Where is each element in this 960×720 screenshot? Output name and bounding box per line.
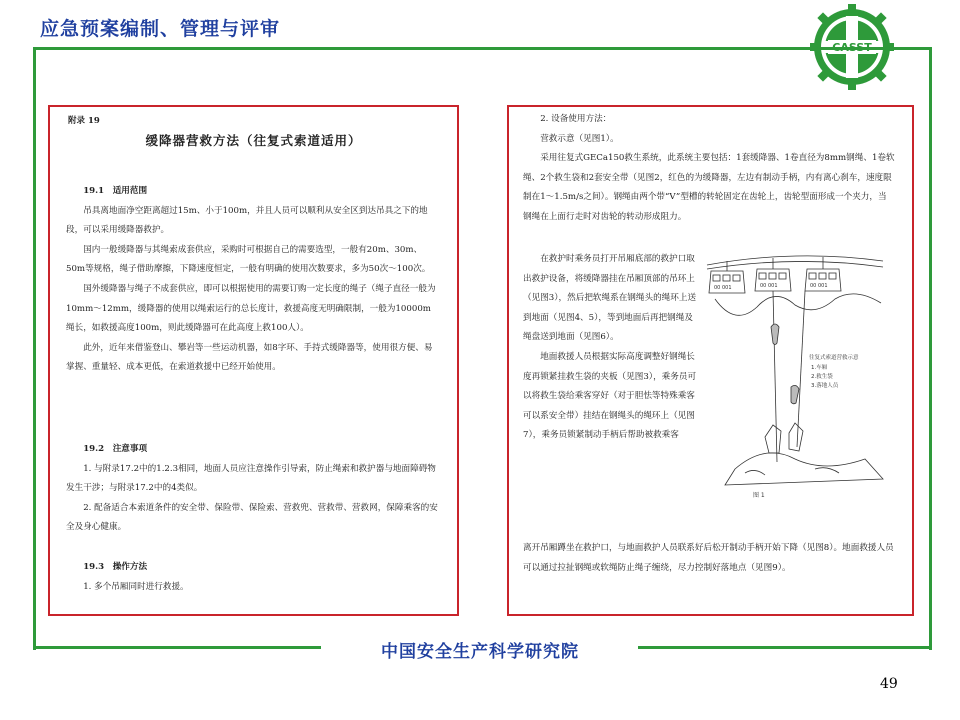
section-operation [66, 558, 438, 597]
paragraph: 1. 与附录17.2中的1.2.3相同，地面人员应注意操作引导索，防止绳索和救护器与地面障碍物发生干涉；与附录17.2中的4类似。 [66, 463, 436, 494]
page-title: 应急预案编制、管理与评审 [40, 18, 281, 40]
page-number: 49 [880, 676, 898, 692]
right-top-text [523, 110, 895, 228]
paragraph: 2. 设备使用方法： [540, 114, 612, 124]
figure-legend-item: 3.落地人员 [811, 383, 839, 389]
paragraph: 1. 多个吊厢同时进行救援。 [83, 581, 189, 592]
section-heading: 19.2 注意事项 [83, 444, 148, 454]
cabin-label: 00 001 [760, 283, 778, 289]
logo-text: CASST [832, 41, 872, 54]
appendix-label: 附录 19 [68, 116, 100, 126]
paragraph: 国外缓降器与绳子不成套供应，即可以根据使用的需要订购一定长度的绳子（绳子直径一般为10mm～12mm，缓降器的使用以绳索运行的总长度计，救援高度无明确限制，一般为10000m绳长，如救援高度100m，则此缓降器可在此高度上救100人）。 [66, 283, 436, 334]
left-document-page [48, 105, 459, 616]
paragraph: 国内一般缓降器与其绳索成套供应，采购时可根据自己的需要选型，一般有20m、30m、50m等规格，绳子借助摩擦，下降速度恒定，一般有明确的使用次数要求，多为50次～100次。 [66, 244, 431, 275]
section-heading: 19.1 适用范围 [83, 186, 148, 196]
paragraph: 吊具离地面净空距离超过15m、小于100m，并且人员可以顺利从安全区到达吊具之下的地段，可以采用缓降器救护。 [66, 205, 428, 236]
figure-legend-item: 1.车厢 [811, 365, 828, 371]
section-notes [66, 440, 438, 538]
ropeway-rescue-figure [705, 247, 885, 507]
paragraph: 此外，近年来借鉴登山、攀岩等一些运动机器，如8字环、手持式缓降器等，使用很方便、易掌握、重量轻、成本更低，在索道救援中已经开始使用。 [66, 342, 433, 373]
right-document-page [507, 105, 914, 616]
frame-bottom-right [638, 646, 929, 649]
frame-bottom-left [33, 646, 321, 649]
cabin-label: 00 001 [810, 283, 828, 289]
figure-legend-item: 2.救生袋 [811, 374, 833, 380]
footer-institute: 中国安全生产科学研究院 [381, 642, 579, 662]
right-bottom-text [523, 539, 895, 578]
document-title: 缓降器营救方法（往复式索道适用） [145, 133, 362, 148]
rescue-rope [773, 291, 777, 462]
right-wrapped-text [523, 250, 699, 446]
paragraph: 采用往复式GECa150救生系统，此系统主要包括：1套缓降器、1卷直径为8mm钢绳、1卷软绳、2个救生袋和2套安全带（见图2，红色的为缓降器，左边有制动手柄，内有离心刹车，速度限制在1～1.5m/s之间）。钢绳由两个带“V”型槽的转轮固定在齿轮上，齿轮型面形成一个夹力，当钢绳在上面行走时对齿轮的转动形成阻力。 [523, 153, 895, 222]
figure-legend-title: 往复式索道营救示意 [809, 355, 859, 361]
cabin-label: 00 001 [714, 285, 732, 291]
paragraph: 2. 配备适合本索道条件的安全带、保险带、保险索、营救兜、营救带、营救网，保障乘客的安全及身心健康。 [66, 502, 438, 533]
paragraph: 离开吊厢蹲坐在救护口，与地面救护人员联系好后松开制动手柄开始下降（见图8）。地面救援人员可以通过拉扯钢绳或软绳防止绳子缠绕，尽力控制好落地点（见图9）。 [523, 543, 894, 573]
section-scope [66, 182, 438, 378]
section-heading: 19.3 操作方法 [83, 562, 148, 572]
paragraph: 地面救援人员根据实际高度调整好钢绳长度再锁紧挂救生袋的夹板（见图3），乘务员可以将救生袋给乘客穿好（对于胆怯等特殊乘客可以系安全带）挂结在钢绳头的绳环上（见图7），乘务员锁紧制动手柄后帮助被救乘客 [523, 351, 697, 441]
descending-person [771, 324, 779, 345]
figure-caption: 图 1 [753, 492, 765, 499]
paragraph: 在救护时乘务员打开吊厢底部的救护口取出救护设备，将缓降器挂在吊厢顶部的吊环上（见图3），然后把软绳系在钢绳头的绳环上送到地面（见图4、5），等到地面后再把钢绳及绳盘送到地面（见图6）。 [523, 254, 697, 343]
paragraph: 营救示意（见图1）。 [540, 133, 619, 144]
